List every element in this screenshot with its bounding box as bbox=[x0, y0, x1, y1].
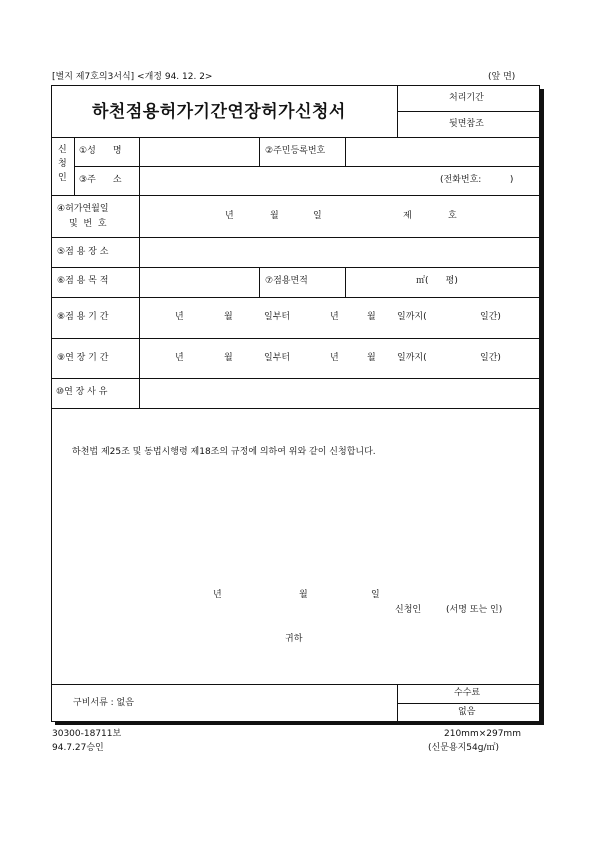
sign-day: 일 bbox=[371, 590, 380, 600]
extension-label: ⑨연 장 기 간 bbox=[57, 353, 109, 363]
reason-label: ⑩연 장 사 유 bbox=[56, 387, 108, 397]
area-unit: ㎡( 평) bbox=[416, 276, 458, 286]
rule-period-bottom bbox=[51, 338, 540, 339]
rule-label-column bbox=[139, 137, 140, 408]
area-label: ⑦점용면적 bbox=[265, 276, 308, 286]
extension-from: 일부터 bbox=[264, 353, 291, 363]
place-label: ⑤점 용 장 소 bbox=[57, 247, 109, 257]
extension-month2: 월 bbox=[367, 353, 376, 363]
address-label: ③주 소 bbox=[79, 175, 122, 185]
processing-divider bbox=[397, 111, 540, 112]
permit-number-prefix: 제 bbox=[403, 211, 412, 221]
extension-year2: 년 bbox=[330, 353, 339, 363]
applicant-group-char-1: 신 bbox=[58, 145, 67, 155]
sign-year: 년 bbox=[213, 590, 222, 600]
rule-fee-divider bbox=[397, 703, 540, 704]
processing-period-label: 처리기간 bbox=[449, 93, 484, 103]
paper-type: (신문용지54g/㎡) bbox=[428, 743, 499, 753]
extension-month: 월 bbox=[224, 353, 233, 363]
application-statement: 하천법 제25조 및 동법시행령 제18조의 규정에 의하여 위와 같이 신청합니다. bbox=[72, 447, 376, 457]
processing-period-value: 뒷면참조 bbox=[449, 119, 484, 129]
paper-size: 210mm×297mm bbox=[444, 729, 521, 739]
form-title: 하천점용허가기간연장허가신청서 bbox=[92, 102, 346, 122]
fee-label: 수수료 bbox=[454, 688, 481, 698]
permit-day: 일 bbox=[313, 211, 322, 221]
extension-days: 일간) bbox=[480, 353, 501, 363]
rule-id-label-left bbox=[259, 137, 260, 166]
fee-value: 없음 bbox=[458, 707, 476, 717]
period-month2: 월 bbox=[367, 312, 376, 322]
phone-label: (전화번호: ) bbox=[440, 175, 514, 185]
frame-shadow-bottom bbox=[55, 722, 544, 725]
period-month: 월 bbox=[224, 312, 233, 322]
frame-shadow-right bbox=[540, 89, 544, 725]
rule-purpose-bottom bbox=[51, 297, 540, 298]
resident-number-label: ②주민등록번호 bbox=[265, 146, 326, 156]
rule-title-bottom bbox=[51, 137, 540, 138]
period-days: 일간) bbox=[480, 312, 501, 322]
period-from: 일부터 bbox=[264, 312, 291, 322]
permit-number-suffix: 호 bbox=[448, 211, 457, 221]
rule-area-label-right bbox=[345, 267, 346, 297]
permit-year: 년 bbox=[225, 211, 234, 221]
rule-fee-column bbox=[397, 684, 398, 722]
sign-month: 월 bbox=[299, 590, 308, 600]
rule-address-bottom bbox=[51, 195, 540, 196]
page-side-label: (앞 면) bbox=[488, 72, 516, 82]
rule-permit-bottom bbox=[51, 237, 540, 238]
recipient-honorific: 귀하 bbox=[285, 634, 303, 644]
rule-name-bottom bbox=[74, 166, 540, 167]
rule-place-bottom bbox=[51, 267, 540, 268]
rule-reason-bottom bbox=[51, 408, 540, 409]
applicant-group-char-2: 청 bbox=[58, 159, 67, 169]
rule-applicant-group bbox=[74, 137, 75, 195]
rule-id-label-right bbox=[345, 137, 346, 166]
applicant-group-char-3: 인 bbox=[58, 173, 67, 183]
rule-area-label-left bbox=[259, 267, 260, 297]
rule-footer-top bbox=[51, 684, 540, 685]
name-label: ①성 명 bbox=[79, 146, 122, 156]
applicant-signature-label: 신청인 bbox=[395, 605, 422, 615]
extension-until: 일까지( bbox=[397, 353, 427, 363]
permit-month: 월 bbox=[270, 211, 279, 221]
required-documents: 구비서류 : 없음 bbox=[73, 698, 134, 708]
rule-extension-bottom bbox=[51, 378, 540, 379]
permit-label-line1: ④허가연월일 bbox=[57, 204, 109, 214]
permit-label-line2: 및 번 호 bbox=[69, 219, 107, 229]
period-year: 년 bbox=[175, 312, 184, 322]
form-reference: [별지 제7호의3서식] <개정 94. 12. 2> bbox=[52, 72, 213, 82]
purpose-label: ⑥점 용 목 적 bbox=[57, 276, 109, 286]
period-until: 일까지( bbox=[397, 312, 427, 322]
approval-date: 94.7.27승인 bbox=[52, 743, 104, 753]
form-code: 30300-18711보 bbox=[52, 729, 122, 739]
extension-year: 년 bbox=[175, 353, 184, 363]
period-label: ⑧점 용 기 간 bbox=[57, 312, 109, 322]
signature-note: (서명 또는 인) bbox=[446, 605, 503, 615]
period-year2: 년 bbox=[330, 312, 339, 322]
